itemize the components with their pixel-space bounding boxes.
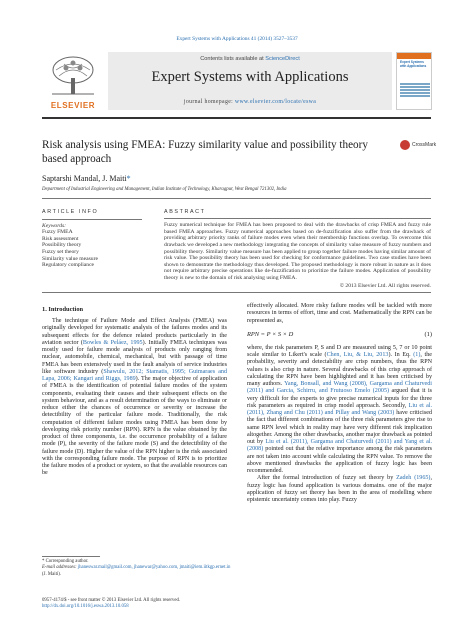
- intro-paragraph-continued: effectively allocated. More risky failure modes will be tackled with more resources in terms of effort, time and cost. Mathematically the RPN can be represented as,: [247, 303, 432, 324]
- elsevier-tree-icon: [50, 56, 96, 96]
- journal-header-band: [108, 52, 392, 110]
- abstract-text: Fuzzy numerical technique for FMEA has been proposed to deal with the drawbacks of crisp FMEA and fuzzy rule based FMEA approaches. Fuzzy numerical approaches based on de-fuzzification also suffer from the drawback of providing arbitrary priority ranks of failure modes even when their membership functions overlap. To overcome this drawback we developed a new methodology integrating the concepts of similarity value measure of fuzzy numbers and possibility theory. Similarity value measure has been applied to group together failure modes having similar amount of risk value. The possibility theory has been used for checking for conformance guidelines. Two case studies have been shown to demonstrate the methodology thus developed. The proposed methodology is more robust in nature as it does not require arbitrary precise operations like de-fuzzification to prioritize the failure modes. Application of possibility theory is new to the domain of risk analysing using FMEA.: [164, 222, 431, 281]
- journal-name: Expert Systems with Applications: [151, 69, 349, 85]
- abstract-heading: ABSTRACT: [164, 209, 206, 215]
- email-addresses: E-mail addresses: jhaneswar.mail@gmail.com, jhanewar@yahoo.com, jmaiti@iem.iitkgp.ernet.in (J. Maiti).: [42, 565, 231, 577]
- keywords-title: Keywords:: [42, 222, 67, 229]
- reference-link[interactable]: Yang, Bonsall, and Wang (2008), Gargama and Chaturvedi (2011) and Garcia, Schirru, and Frutuoso Emelo (2005): [247, 381, 432, 395]
- cover-title: Expert Systems with Applications: [400, 60, 427, 68]
- keyword-item: Similarity value measure: [42, 255, 98, 262]
- keyword-item: Possibility theory: [42, 242, 82, 249]
- abstract-rule: [42, 292, 431, 293]
- article-info: [42, 209, 142, 269]
- homepage-link[interactable]: www.elsevier.com/locate/eswa: [234, 99, 317, 105]
- publisher-name: ELSEVIER: [50, 101, 96, 110]
- crossmark-badge[interactable]: [400, 140, 437, 152]
- footnote-rule: [42, 556, 100, 557]
- email-links[interactable]: jhaneswar.mail@gmail.com, jhanewar@yahoo.com, jmaiti@iem.iitkgp.ernet.in: [77, 565, 231, 571]
- homepage-label: journal homepage:: [183, 99, 235, 105]
- reference-link[interactable]: Liu et al. (2011), Gargama and Chaturvedi (2011) and Yang et al. (2008): [247, 439, 432, 453]
- keyword-item: Risk assessment: [42, 235, 79, 242]
- journal-citation[interactable]: Expert Systems with Applications 41 (2014) 3527–3537: [176, 36, 298, 42]
- crossmark-label: CrossMark: [412, 142, 437, 148]
- article-title: Risk analysis using FMEA: Fuzzy similarity value and possibility theory based approach: [42, 139, 368, 165]
- reference-link[interactable]: Zadeh (1965): [396, 475, 431, 482]
- keyword-item: Fuzzy FMEA: [42, 229, 73, 236]
- abstract: [164, 209, 431, 289]
- left-column: [42, 318, 227, 478]
- reference-link[interactable]: Chen, Liu, & Liu, 2013: [326, 352, 389, 358]
- equation-link[interactable]: (1): [413, 352, 421, 358]
- article-info-heading: ARTICLE INFO: [42, 209, 99, 215]
- reference-link[interactable]: Bowles & Peláez, 1995: [82, 339, 143, 346]
- intro-paragraph: The technique of Failure Mode and Effect Analysis (FMEA) was originally developed for systematic analysis of the failures modes and its subsequent effects for the defence related products particularly in the aviation sector (Bowles & Peláez, 1995). Initially FMEA techniques was mostly used for failure mode analysis of products only ranging from nuclear, automobile, chemical, mechanical, but with passage of time FMEA has been extensively used in the fault analysis of service industries like software industry (Shawulu, 2012; Stamatis, 1995; Guimaraes and Lapa, 2006; Kangari and Riggs, 1989). The major objective of application of FMEA is the identification of potential failure modes of the system components, evaluating their causes and their subsequent effects on the system behaviour, and as a result determination of the ways to eliminate or reduce either the chances of occurrence or severity or increase the detectibility of the particular failure mode. Traditionally, the risk computation of different failure modes using FMEA has been done by developing risk priority number (RPN). RPN is the value obtained by the product of three components, i.e. the occurrence probability of a failure mode (P), the severity of the failure mode (S) and the detectibility of the failure mode (D). Higher the value of the RPN higher is the risk associated with the corresponding failure mode. The purpose of RPN is to prioritize the failure modes of a product or system, so that the available resources can be: [42, 318, 228, 477]
- intro-paragraph: where, the risk parameters P, S and D are measured using 5, 7 or 10 point scale similar to Likert's scale (Chen, Liu, & Liu, 2013). In Eq. (1), the probability, severity and detectability are crisp numbers, thus the RPN values is also crisp in nature. Several drawbacks of this crisp approach of calculating the RPN have been highlighted and it has been criticised by many authors. Yang, Bonsall, and Wang (2008), Gargama and Chaturvedi (2011) and Garcia, Schirru, and Frutuoso Emelo (2005) argued that it is very difficult for the experts to give precise numerical inputs for the three risk parameters as required in crisp model approach. Secondly, Liu et al. (2011), Zhang and Chu (2011) and Pillay and Wang (2003) have criticised the fact that different combinations of the three risk parameters give rise to same RPN level which in reality may have very different risk implication altogether. Among the other drawbacks, another major drawback as pointed out by Liu et al. (2011), Gargama and Chaturvedi (2011) and Yang et al. (2008) pointed out that the relative importance among the risk parameters are not taken into account while calculating the RPN value. To remove the above mentioned drawbacks the application of fuzzy logic has been recommended.: [247, 344, 433, 474]
- reference-link[interactable]: Liu et al. (2011), Zhang and Chu (2011) and Pillay and Wang (2003): [247, 402, 433, 416]
- keyword-item: Regulatory compliance: [42, 262, 95, 269]
- corresponding-author-note: * Corresponding author.: [42, 559, 89, 564]
- section-heading-introduction: 1. Introduction: [42, 306, 84, 313]
- journal-homepage: [108, 99, 392, 105]
- cover-top-bar: [397, 53, 431, 59]
- equation-rpn: [247, 331, 432, 339]
- journal-cover: [396, 52, 432, 110]
- author-names: Saptarshi Mandal, J. Maiti: [42, 174, 127, 183]
- corresponding-author-mark[interactable]: *: [126, 174, 131, 183]
- cover-decoration: [400, 83, 430, 98]
- doi-link[interactable]: http://dx.doi.org/10.1016/j.eswa.2013.10.058: [42, 604, 129, 610]
- contents-line: [108, 56, 392, 62]
- elsevier-logo: [42, 52, 104, 110]
- crossmark-icon: [400, 140, 410, 150]
- issn-line: 0957-4174/$ - see front matter © 2013 Elsevier Ltd. All rights reserved.: [42, 598, 181, 603]
- footnotes: [42, 559, 232, 578]
- keyword-item: Fuzzy set theory: [42, 248, 79, 255]
- equation-body: RPN = P × S × D: [247, 330, 294, 338]
- intro-paragraph: After the formal introduction of fuzzy set theory by Zadeh (1965), fuzzy logic has found application is various domains. one of the major application of fuzzy set theory has been in the area of modelling where epistemic uncertainty comes into play. Fuzzy: [247, 475, 432, 503]
- affiliation-rule: [42, 198, 431, 199]
- affiliation: Department of Industrial Engineering and Management, Indian Institute of Technology, Kharagpur, West Bengal 721302, India: [42, 187, 287, 192]
- authors: [42, 174, 131, 183]
- header-rule: [42, 117, 431, 119]
- contents-prefix: Contents lists available at: [200, 56, 266, 62]
- reference-link[interactable]: Shawulu, 2012; Stamatis, 1995; Guimaraes and Lapa, 2006; Kangari and Riggs, 1989: [42, 368, 227, 382]
- sciencedirect-link[interactable]: ScienceDirect: [265, 56, 300, 62]
- right-column: [247, 303, 432, 504]
- equation-number: (1): [424, 330, 432, 338]
- publication-info: [42, 598, 242, 611]
- copyright: © 2013 Elsevier Ltd. All rights reserved.: [339, 282, 431, 289]
